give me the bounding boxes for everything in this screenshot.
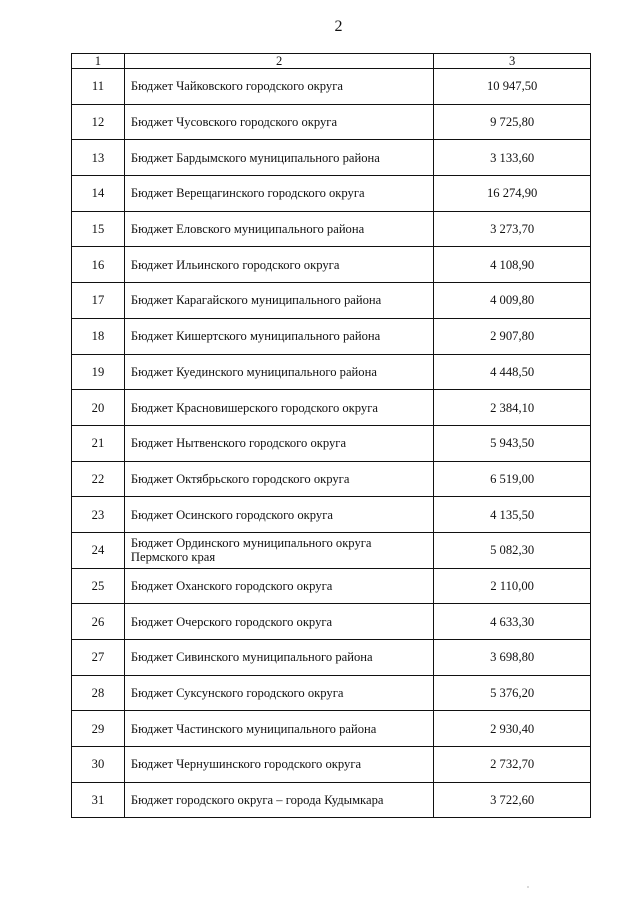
table-row [72, 604, 591, 640]
column-header-name: 2 [124, 54, 433, 69]
table-row [72, 782, 591, 818]
row-number-cell: 28 [72, 675, 125, 711]
table-row [72, 568, 591, 604]
amount-cell: 4 448,50 [434, 354, 591, 390]
row-number-cell: 22 [72, 461, 125, 497]
budget-name-cell: Бюджет Ильинского городского округа [124, 247, 433, 283]
row-number-cell: 30 [72, 747, 125, 783]
budget-name-cell: Бюджет Куединского муниципального района [124, 354, 433, 390]
table-row [72, 104, 591, 140]
budget-name-cell: Бюджет Сивинского муниципального района [124, 640, 433, 676]
table-header-row [72, 54, 591, 69]
amount-cell: 2 110,00 [434, 568, 591, 604]
table-row [72, 675, 591, 711]
row-number-cell: 20 [72, 390, 125, 426]
row-number-cell: 27 [72, 640, 125, 676]
amount-cell: 10 947,50 [434, 69, 591, 105]
budget-name-cell: Бюджет Октябрьского городского округа [124, 461, 433, 497]
column-header-amount: 3 [434, 54, 591, 69]
scan-speck [527, 886, 529, 888]
row-number-cell: 21 [72, 425, 125, 461]
table-row [72, 283, 591, 319]
table-row [72, 247, 591, 283]
amount-cell: 5 082,30 [434, 532, 591, 568]
table-row [72, 69, 591, 105]
table-row [72, 390, 591, 426]
page-number: 2 [334, 18, 343, 35]
amount-cell: 2 907,80 [434, 318, 591, 354]
budget-name-cell: Бюджет Красновишерского городского округа [124, 390, 433, 426]
row-number-cell: 25 [72, 568, 125, 604]
table-row [72, 425, 591, 461]
amount-cell: 9 725,80 [434, 104, 591, 140]
budget-name-cell: Бюджет Очерского городского округа [124, 604, 433, 640]
amount-cell: 3 722,60 [434, 782, 591, 818]
row-number-cell: 23 [72, 497, 125, 533]
column-header-number: 1 [72, 54, 125, 69]
budget-name-cell: Бюджет Кишертского муниципального района [124, 318, 433, 354]
table-body [72, 69, 591, 818]
table-row [72, 711, 591, 747]
budget-name-cell: Бюджет Нытвенского городского округа [124, 425, 433, 461]
row-number-cell: 18 [72, 318, 125, 354]
budget-name-cell: Бюджет Бардымского муниципального района [124, 140, 433, 176]
row-number-cell: 16 [72, 247, 125, 283]
row-number-cell: 13 [72, 140, 125, 176]
budget-name-line: Пермского края [130, 550, 216, 565]
budget-name-cell: Бюджет Карагайского муниципального района [124, 283, 433, 319]
amount-cell: 2 732,70 [434, 747, 591, 783]
table-row [72, 318, 591, 354]
table-row [72, 747, 591, 783]
budget-name-cell: Бюджет Чайковского городского округа [124, 69, 433, 105]
row-number-cell: 29 [72, 711, 125, 747]
amount-cell: 6 519,00 [434, 461, 591, 497]
budget-name-cell: Бюджет Суксунского городского округа [124, 675, 433, 711]
table-row [72, 532, 591, 568]
budget-name-cell: Бюджет Верещагинского городского округа [124, 176, 433, 212]
table-row [72, 354, 591, 390]
budget-name-cell: Бюджет Еловского муниципального района [124, 211, 433, 247]
table-row [72, 497, 591, 533]
amount-cell: 2 930,40 [434, 711, 591, 747]
table-row [72, 211, 591, 247]
amount-cell: 5 943,50 [434, 425, 591, 461]
budget-name-cell: Бюджет Осинского городского округа [124, 497, 433, 533]
row-number-cell: 15 [72, 211, 125, 247]
table-row [72, 640, 591, 676]
row-number-cell: 17 [72, 283, 125, 319]
budget-name-cell: Бюджет Чусовского городского округа [124, 104, 433, 140]
amount-cell: 4 135,50 [434, 497, 591, 533]
budget-name-cell: Бюджет Оханского городского округа [124, 568, 433, 604]
row-number-cell: 26 [72, 604, 125, 640]
amount-cell: 3 133,60 [434, 140, 591, 176]
row-number-cell: 19 [72, 354, 125, 390]
budget-name-cell: Бюджет Чернушинского городского округа [124, 747, 433, 783]
row-number-cell: 11 [72, 69, 125, 105]
row-number-cell: 31 [72, 782, 125, 818]
amount-cell: 3 273,70 [434, 211, 591, 247]
table-row [72, 176, 591, 212]
amount-cell: 2 384,10 [434, 390, 591, 426]
amount-cell: 4 633,30 [434, 604, 591, 640]
budget-table [71, 53, 591, 818]
row-number-cell: 12 [72, 104, 125, 140]
amount-cell: 5 376,20 [434, 675, 591, 711]
budget-name-cell: Бюджет городского округа – города Кудымкара [124, 782, 433, 818]
row-number-cell: 14 [72, 176, 125, 212]
amount-cell: 4 009,80 [434, 283, 591, 319]
table-row [72, 140, 591, 176]
budget-name-cell [124, 532, 433, 568]
table-row [72, 461, 591, 497]
row-number-cell: 24 [72, 532, 125, 568]
budget-name-cell: Бюджет Частинского муниципального района [124, 711, 433, 747]
amount-cell: 4 108,90 [434, 247, 591, 283]
amount-cell: 16 274,90 [434, 176, 591, 212]
amount-cell: 3 698,80 [434, 640, 591, 676]
budget-name-line: Бюджет Ординского муниципального округа [130, 536, 372, 551]
